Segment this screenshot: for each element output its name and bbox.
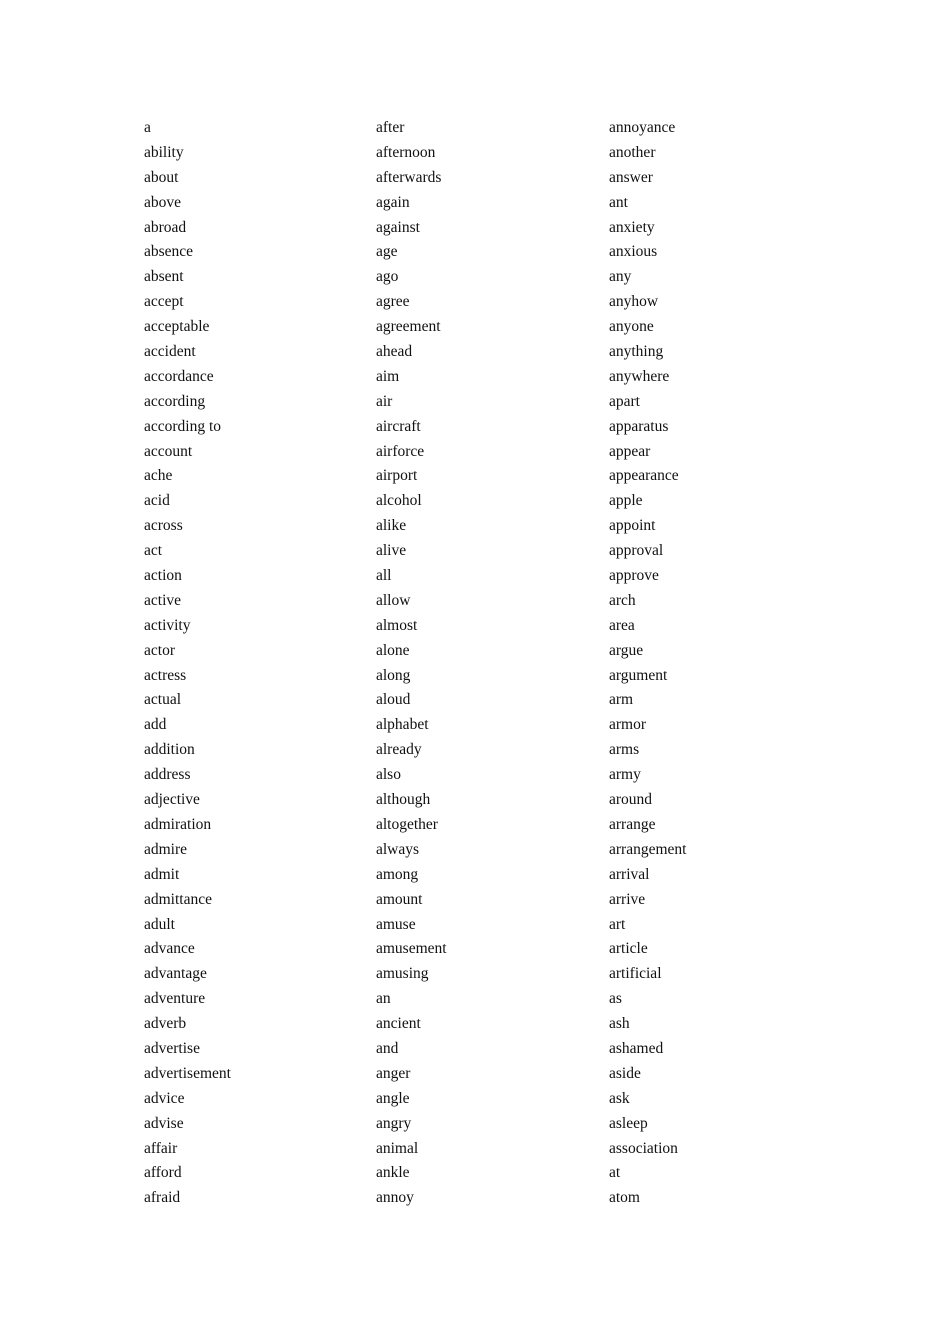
word-entry: apparatus <box>609 417 669 435</box>
word-entry: anyhow <box>609 293 659 311</box>
word-entry: approval <box>609 542 664 560</box>
word-entry: artificial <box>609 965 662 983</box>
word-entry: anxious <box>609 243 658 261</box>
word-entry: action <box>144 567 182 585</box>
word-entry: affair <box>144 1139 178 1157</box>
word-entry: asleep <box>609 1114 648 1132</box>
word-entry: arrival <box>609 865 650 883</box>
word-entry: adjective <box>144 791 200 809</box>
word-entry: allow <box>376 591 411 609</box>
word-entry: arms <box>609 741 640 759</box>
word-entry: ant <box>609 193 628 211</box>
word-entry: advise <box>144 1114 184 1132</box>
word-entry: appear <box>609 442 651 460</box>
word-entry: actual <box>144 691 182 709</box>
word-entry: arm <box>609 691 634 709</box>
word-entry: animal <box>376 1139 419 1157</box>
word-entry: ask <box>609 1089 630 1107</box>
word-entry: according to <box>144 417 222 435</box>
word-entry: arrive <box>609 890 646 908</box>
word-entry: address <box>144 766 191 784</box>
word-entry: arch <box>609 591 636 609</box>
word-entry: agreement <box>376 318 441 336</box>
word-entry: amuse <box>376 915 416 933</box>
word-entry: among <box>376 865 419 883</box>
word-entry: alive <box>376 542 407 560</box>
word-entry: active <box>144 591 182 609</box>
word-entry: at <box>609 1164 621 1182</box>
word-entry: actor <box>144 641 175 659</box>
word-entry: amount <box>376 890 423 908</box>
word-entry: ancient <box>376 1015 421 1033</box>
word-entry: always <box>376 840 420 858</box>
word-entry: ache <box>144 467 173 485</box>
word-entry: anything <box>609 343 664 361</box>
word-entry: above <box>144 193 182 211</box>
word-entry: aside <box>609 1064 641 1082</box>
word-entry: appearance <box>609 467 679 485</box>
word-entry: already <box>376 741 422 759</box>
word-entry: although <box>376 791 431 809</box>
word-entry: another <box>609 143 656 161</box>
word-entry: accordance <box>144 367 214 385</box>
word-entry: answer <box>609 168 653 186</box>
word-entry: absent <box>144 268 184 286</box>
word-entry: afraid <box>144 1189 181 1207</box>
word-entry: article <box>609 940 648 958</box>
word-entry: afterwards <box>376 168 442 186</box>
word-entry: actress <box>144 666 187 684</box>
word-entry: almost <box>376 616 418 634</box>
word-entry: abroad <box>144 218 187 236</box>
word-entry: activity <box>144 616 191 634</box>
word-entry: according <box>144 392 206 410</box>
word-entry: and <box>376 1039 399 1057</box>
word-entry: as <box>609 990 622 1008</box>
word-entry: all <box>376 567 392 585</box>
word-entry: alcohol <box>376 492 422 510</box>
word-entry: alphabet <box>376 716 429 734</box>
word-entry: adverb <box>144 1015 187 1033</box>
word-entry: ash <box>609 1015 630 1033</box>
word-entry: age <box>376 243 398 261</box>
word-entry: anywhere <box>609 367 670 385</box>
word-entry: around <box>609 791 653 809</box>
word-entry: after <box>376 119 405 136</box>
word-entry: angle <box>376 1089 410 1107</box>
word-entry: apart <box>609 392 640 410</box>
word-entry: argument <box>609 666 668 684</box>
word-entry: annoyance <box>609 119 676 136</box>
word-entry: accident <box>144 343 196 361</box>
word-entry: ashamed <box>609 1039 664 1057</box>
word-entry: again <box>376 193 410 211</box>
word-entry: acceptable <box>144 318 210 336</box>
word-entry: adventure <box>144 990 206 1008</box>
word-entry: against <box>376 218 420 236</box>
word-entry: airport <box>376 467 418 485</box>
word-entry: a <box>144 119 151 136</box>
word-entry: atom <box>609 1189 640 1207</box>
word-entry: agree <box>376 293 410 311</box>
word-entry: association <box>609 1139 678 1157</box>
word-entry: armor <box>609 716 647 734</box>
word-entry: altogether <box>376 815 438 833</box>
word-entry: ankle <box>376 1164 410 1182</box>
word-entry: act <box>144 542 163 560</box>
word-entry: absence <box>144 243 194 261</box>
word-column-2 <box>376 116 447 1211</box>
word-entry: alike <box>376 517 407 535</box>
word-entry: appoint <box>609 517 656 535</box>
word-entry: an <box>376 990 391 1008</box>
word-entry: army <box>609 766 641 784</box>
word-entry: advertisement <box>144 1064 231 1082</box>
word-entry: approve <box>609 567 659 585</box>
word-entry: about <box>144 168 179 186</box>
word-entry: apple <box>609 492 643 510</box>
word-entry: airforce <box>376 442 425 460</box>
word-entry: add <box>144 716 167 734</box>
word-entry: annoy <box>376 1189 414 1207</box>
word-entry: advice <box>144 1089 185 1107</box>
word-entry: art <box>609 915 626 933</box>
word-entry: aloud <box>376 691 411 709</box>
word-entry: angry <box>376 1114 412 1132</box>
word-entry: anger <box>376 1064 411 1082</box>
word-entry: ability <box>144 143 184 161</box>
word-entry: advance <box>144 940 195 958</box>
word-entry: ahead <box>376 343 413 361</box>
word-entry: area <box>609 616 635 634</box>
word-entry: along <box>376 666 411 684</box>
word-entry: accept <box>144 293 184 311</box>
word-entry: aircraft <box>376 417 421 435</box>
word-column-3 <box>609 116 686 1211</box>
word-column-1 <box>144 116 231 1211</box>
word-entry: adult <box>144 915 175 933</box>
word-entry: admittance <box>144 890 212 908</box>
word-entry: afford <box>144 1164 182 1182</box>
word-entry: anyone <box>609 318 654 336</box>
word-entry: any <box>609 268 632 286</box>
word-entry: aim <box>376 367 400 385</box>
word-entry: amusement <box>376 940 447 958</box>
word-entry: air <box>376 392 393 410</box>
word-entry: admiration <box>144 815 212 833</box>
word-entry: acid <box>144 492 170 510</box>
word-entry: across <box>144 517 183 535</box>
word-entry: account <box>144 442 193 460</box>
word-entry: anxiety <box>609 218 655 236</box>
word-entry: admire <box>144 840 188 858</box>
word-entry: arrange <box>609 815 656 833</box>
word-entry: alone <box>376 641 410 659</box>
word-entry: also <box>376 766 401 784</box>
word-entry: argue <box>609 641 644 659</box>
word-entry: advertise <box>144 1039 200 1057</box>
word-entry: addition <box>144 741 195 759</box>
word-entry: arrangement <box>609 840 687 858</box>
word-entry: advantage <box>144 965 207 983</box>
word-entry: admit <box>144 865 180 883</box>
word-entry: amusing <box>376 965 429 983</box>
word-entry: ago <box>376 268 399 286</box>
word-entry: afternoon <box>376 143 436 161</box>
